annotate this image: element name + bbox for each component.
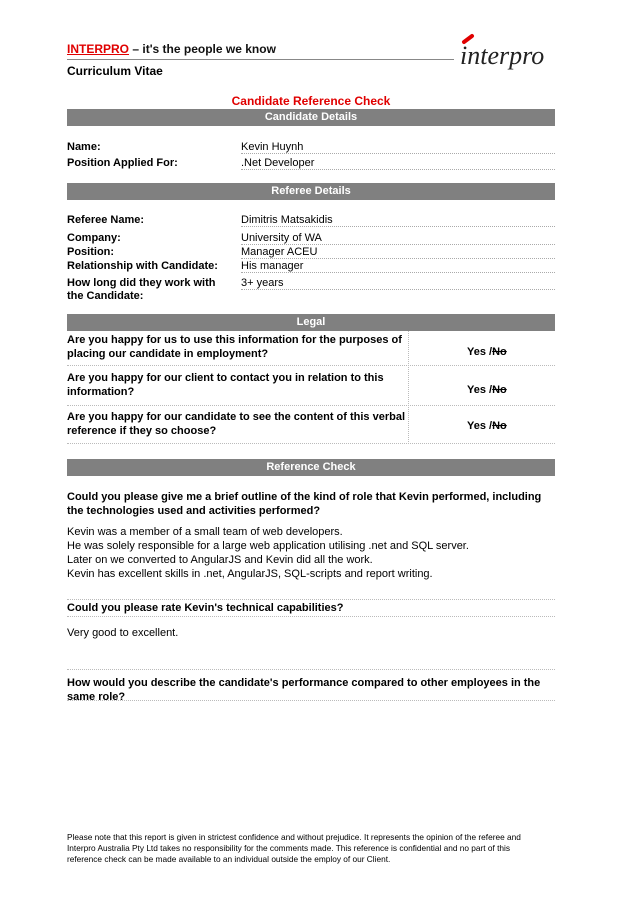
value-position-applied: .Net Developer — [241, 157, 555, 170]
value-position: Manager ACEU — [241, 246, 555, 259]
header-tagline — [67, 42, 276, 56]
header-rule — [67, 59, 454, 60]
logo-text: interpro — [460, 41, 545, 70]
label-duration-line2: the Candidate: — [67, 290, 144, 302]
section-reference-check: Reference Check — [67, 459, 555, 476]
label-duration — [67, 277, 216, 303]
document-title: Candidate Reference Check — [231, 94, 391, 108]
ref-q1-line1: Could you please give me a brief outline of the kind of role that Kevin performed, including — [67, 491, 542, 503]
yes-option: Yes — [467, 420, 486, 432]
section-referee-details: Referee Details — [67, 183, 555, 200]
label-relationship: Relationship with Candidate: — [67, 260, 218, 272]
no-option-struck: No — [492, 420, 507, 432]
confidentiality-notice — [67, 832, 555, 865]
label-name: Name: — [67, 141, 101, 153]
option-separator: / — [485, 346, 493, 358]
footer-line: Please note that this report is given in strictest confidence and without prejudice. It represents the opinion of the referee and — [67, 832, 521, 842]
section-legal: Legal — [67, 314, 555, 331]
label-duration-line1: How long did they work with — [67, 277, 216, 289]
label-company: Company: — [67, 232, 121, 244]
reference-question-2: Could you please rate Kevin's technical capabilities? — [67, 602, 344, 614]
legal-q2-line1: Are you happy for our client to contact you in relation to this — [67, 372, 384, 384]
option-separator: / — [485, 384, 493, 396]
reference-answer-1 — [67, 525, 469, 581]
ref-a1-line: Later on we converted to AngularJS and Kevin did all the work. — [67, 554, 373, 566]
no-option-struck: No — [492, 384, 507, 396]
reference-divider — [67, 616, 555, 617]
legal-q3-line1: Are you happy for our candidate to see the content of this verbal — [67, 411, 405, 423]
legal-q2-line2: information? — [67, 386, 135, 398]
brand-name: INTERPRO — [67, 42, 130, 56]
document-subtitle: Curriculum Vitae — [67, 64, 163, 78]
reference-divider — [67, 599, 555, 600]
reference-answer-2: Very good to excellent. — [67, 627, 179, 639]
option-separator: / — [485, 420, 493, 432]
legal-row-divider — [67, 365, 555, 366]
value-company: University of WA — [241, 232, 555, 245]
tagline-text: – it's the people we know — [132, 42, 276, 56]
value-name: Kevin Huynh — [241, 141, 555, 154]
yes-option: Yes — [467, 346, 486, 358]
legal-column-divider — [408, 331, 409, 444]
legal-question-3 — [67, 410, 405, 438]
legal-row-divider — [67, 405, 555, 406]
ref-q3-line2: same role? — [67, 691, 126, 703]
no-option-struck: No — [492, 346, 507, 358]
legal-q1-line1: Are you happy for us to use this information for the purposes of — [67, 334, 402, 346]
legal-q1-line2: placing our candidate in employment? — [67, 348, 269, 360]
legal-question-2 — [67, 371, 384, 399]
ref-q1-line2: the technologies used and activities performed? — [67, 505, 321, 517]
legal-question-1 — [67, 333, 402, 361]
value-referee-name: Dimitris Matsakidis — [241, 214, 555, 227]
value-duration: 3+ years — [241, 277, 555, 290]
ref-a1-line: Kevin has excellent skills in .net, AngularJS, SQL-scripts and report writing. — [67, 568, 433, 580]
ref-a1-line: He was solely responsible for a large web application utilising .net and SQL server. — [67, 540, 469, 552]
yes-option: Yes — [467, 384, 486, 396]
legal-q3-line2: reference if they so choose? — [67, 425, 217, 437]
legal-answer-1 — [467, 346, 507, 358]
reference-divider — [67, 700, 555, 701]
footer-line: Interpro Australia Pty Ltd takes no responsibility for the comments made. This reference is confidential and no part of this — [67, 843, 511, 853]
legal-answer-2 — [467, 384, 507, 396]
reference-question-1 — [67, 490, 555, 518]
legal-row-divider — [67, 443, 555, 444]
ref-a1-line: Kevin was a member of a small team of web developers. — [67, 526, 343, 538]
legal-answer-3 — [467, 420, 507, 432]
footer-line: reference check can be made available to an individual outside the employ of our Client. — [67, 854, 391, 864]
ref-q3-line1: How would you describe the candidate's performance compared to other employees in the — [67, 677, 541, 689]
interpro-logo — [450, 26, 570, 76]
section-candidate-details: Candidate Details — [67, 109, 555, 126]
reference-divider — [67, 669, 555, 670]
label-position: Position: — [67, 246, 115, 258]
label-referee-name: Referee Name: — [67, 214, 145, 226]
label-position-applied: Position Applied For: — [67, 157, 178, 169]
value-relationship: His manager — [241, 260, 555, 273]
